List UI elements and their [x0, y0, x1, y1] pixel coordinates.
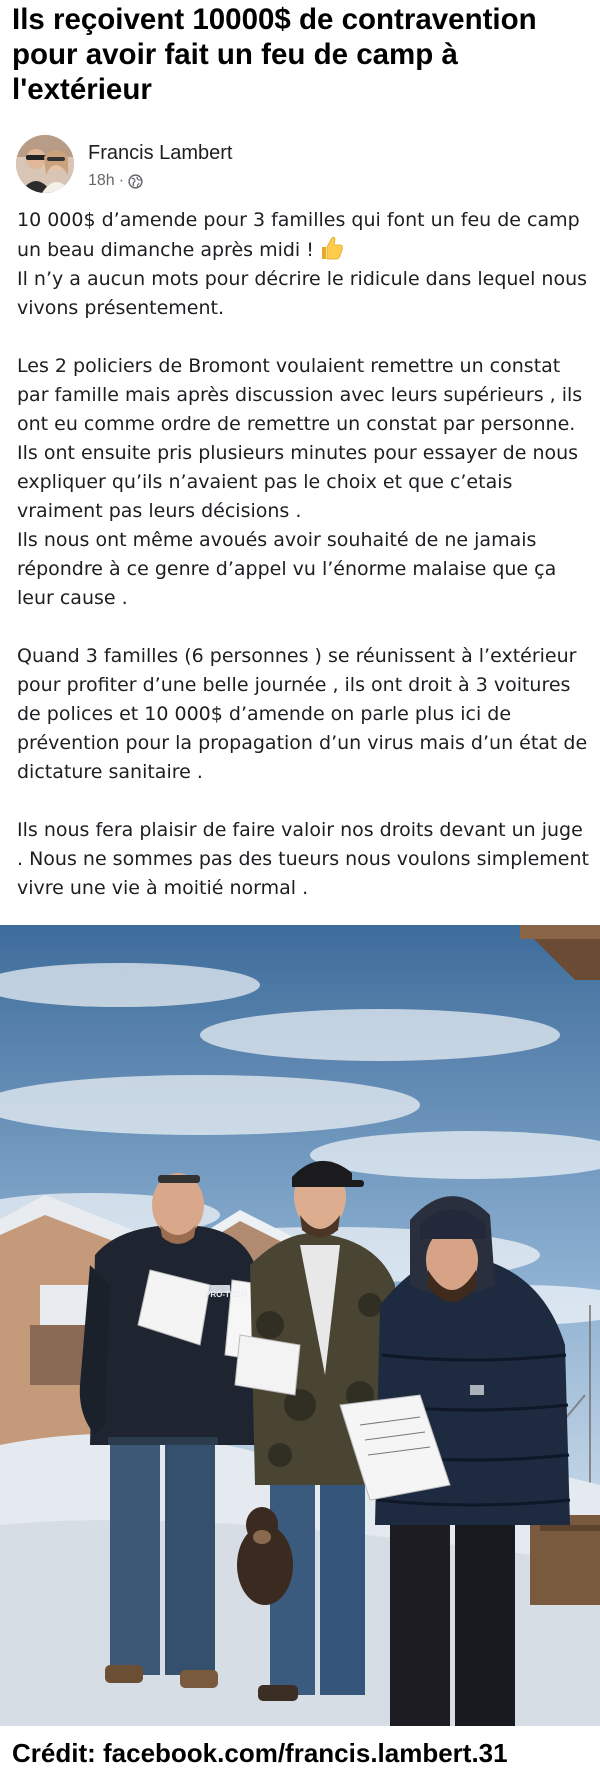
- avatar-photo: [16, 135, 74, 193]
- meta-separator: ·: [118, 172, 125, 189]
- headline: Ils reçoivent 10000$ de contravention pour avoir fait un feu de camp à l'extérieur: [12, 3, 537, 106]
- post-body: [17, 206, 592, 932]
- post-paragraph-1: [17, 206, 592, 323]
- post-paragraph-1-rest: Il n’y a aucun mots pour décrire le ridicule dans lequel nous vivons présentement.: [17, 268, 588, 319]
- post-paragraph-2: Les 2 policiers de Bromont voulaient remettre un constat par famille mais après discussion avec leurs supérieurs , ils ont eu comme ordre de remettre un constat par personne. Ils ont ensuite pris plusieurs minutes pour essayer de nous expliquer qu’ils n’avaient pas le choix et que c’etais vraiment pas leurs décisions . Ils nous ont même avoués avoir souhaité de ne jamais répondre à ce genre d’appel vu l’énorme malaise que ça leur cause .: [17, 355, 583, 609]
- post-paragraph-3: Quand 3 familles (6 personnes ) se réunissent à l’extérieur pour profiter d’une belle journée , ils ont droit à 3 voitures de polices et 10 000$ d’amende on parle plus ici de prévention pour la propagation d’un virus mais d’un état de dictature sanitaire .: [17, 645, 588, 783]
- post-photo[interactable]: [0, 925, 600, 1726]
- thumbs-up-icon: [320, 235, 344, 261]
- shirt-logo: PRO-TECH: [205, 1290, 247, 1299]
- post-paragraph-4: Ils nous fera plaisir de faire valoir nos droits devant un juge . Nous ne sommes pas des tueurs nous voulons simplement vivre une vie à moitié normal .: [17, 819, 589, 899]
- globe-icon: [128, 174, 143, 189]
- avatar[interactable]: [16, 135, 74, 193]
- post-time[interactable]: 18h: [88, 172, 115, 189]
- author-name[interactable]: Francis Lambert: [88, 142, 233, 164]
- credit-text: Crédit: facebook.com/francis.lambert.31: [12, 1738, 508, 1768]
- post-meta: [88, 172, 143, 190]
- post-paragraph-1-text: 10 000$ d’amende pour 3 familles qui font un feu de camp un beau dimanche après midi !: [17, 209, 580, 261]
- photo-scene: [0, 925, 600, 1726]
